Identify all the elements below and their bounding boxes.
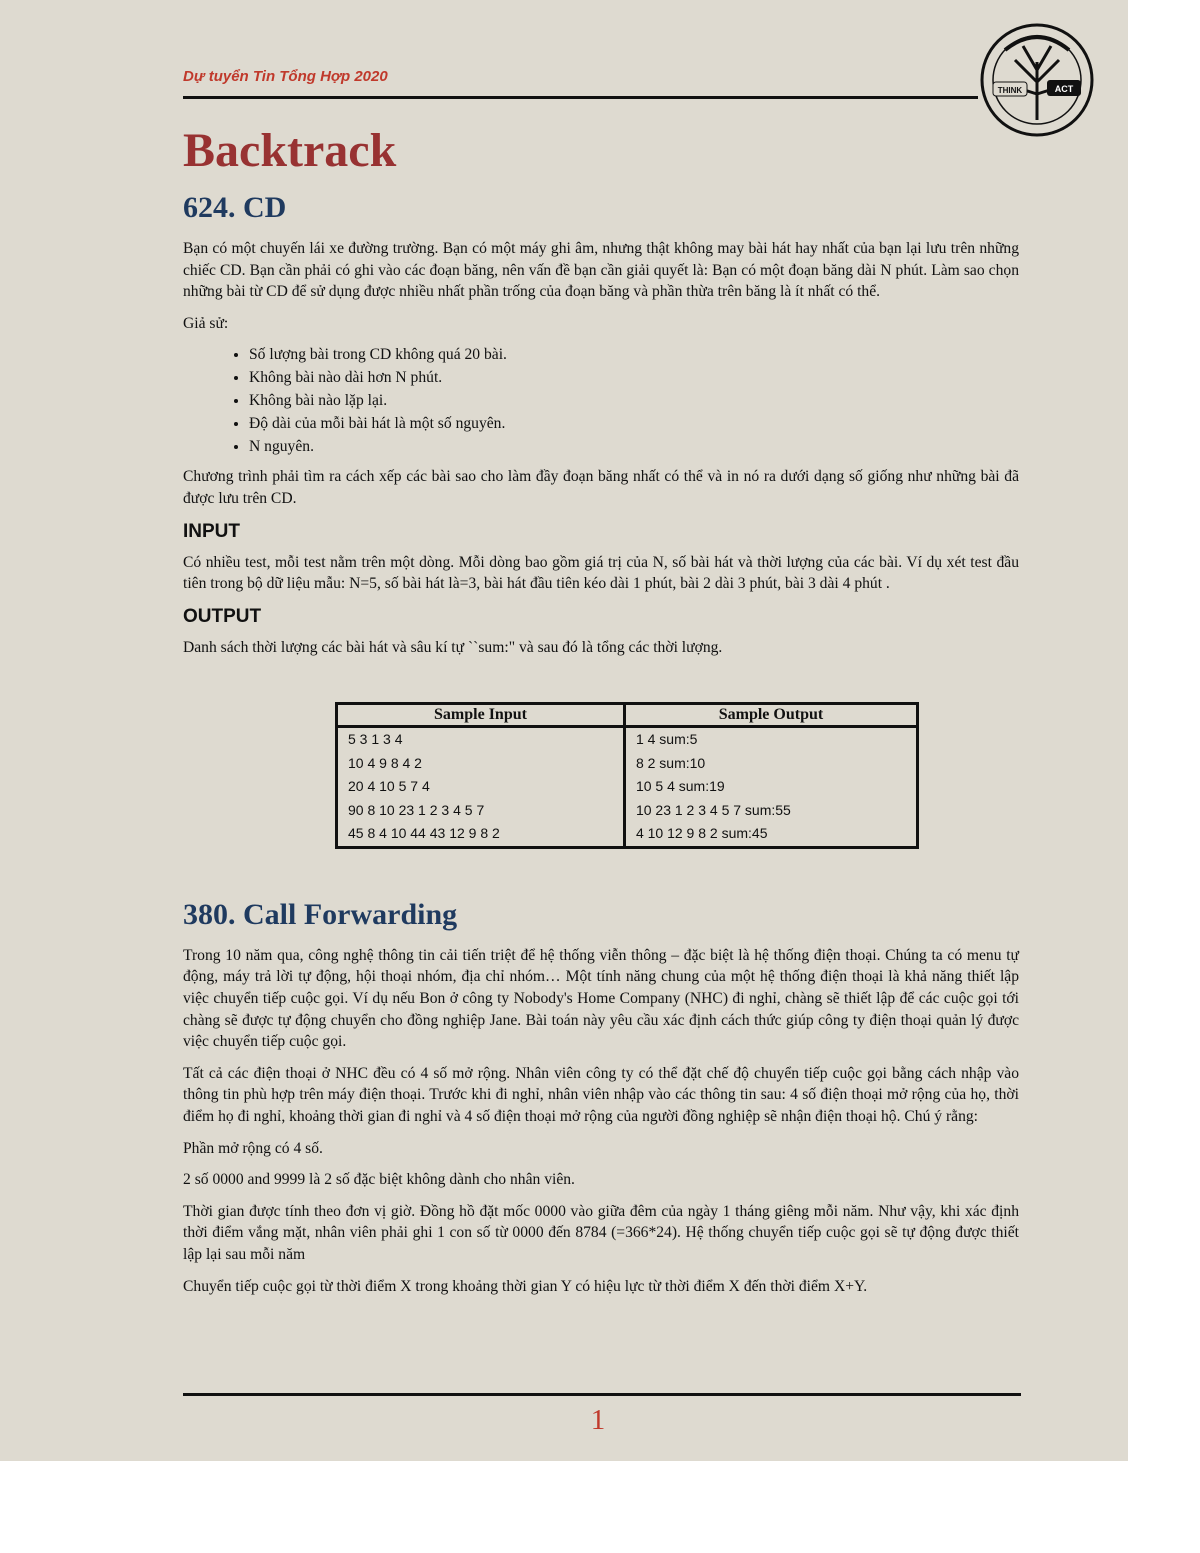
- table-row: [337, 775, 918, 799]
- running-header: Dự tuyển Tin Tổng Hợp 2020: [183, 68, 388, 85]
- document-title: Backtrack: [183, 124, 397, 177]
- table-row: [337, 822, 918, 847]
- list-item: • Không bài nào dài hơn N phút.: [249, 367, 1019, 390]
- sample-input-cell: 5 3 1 3 4: [337, 727, 625, 752]
- program-description: Chương trình phải tìm ra cách xếp các bài sao cho làm đầy đoạn băng nhất có thể và in nó ra dưới dạng số giống như những bài đã được lưu trên CD.: [183, 468, 1019, 507]
- problem-intro: Bạn có một chuyến lái xe đường trường. Bạn có một máy ghi âm, nhưng thật không may bài hát hay nhất của bạn lại lưu trên những chiếc CD. Bạn cần phải có ghi vào các đoạn băng, nên vấn đề bạn cần giải quyết là: Bạn có một đoạn băng dài N phút. Làm sao chọn những bài từ CD để sử dụng được nhiều nhất phần trống của đoạn băng và phần thừa trên băng là ít nhất có thể.: [183, 240, 1019, 301]
- table-header-output: Sample Output: [624, 704, 917, 727]
- table-header-input: Sample Input: [337, 704, 625, 727]
- paragraph: Thời gian được tính theo đơn vị giờ. Đồng hồ đặt mốc 0000 vào giữa đêm của ngày 1 tháng giêng mỗi năm. Như vậy, khi xác định thời điểm vắng mặt, nhân viên phải ghi 1 con số từ 0000 đến 8784 (=366*24). Hệ thống chuyển tiếp cuộc gọi sẽ tự động được thiết lập lại sau mỗi năm: [183, 1202, 1019, 1263]
- problem-heading-call-forwarding: 380. Call Forwarding: [183, 897, 458, 931]
- footer-divider: [183, 1393, 1021, 1396]
- sample-output-cell: 4 10 12 9 8 2 sum:45: [624, 822, 917, 847]
- assumption-list: [183, 344, 1019, 458]
- main-content: [183, 120, 1019, 1307]
- paragraph: Phần mở rộng có 4 số.: [183, 1139, 323, 1157]
- input-description: Có nhiều test, mỗi test nằm trên một dòng. Mỗi dòng bao gồm giá trị của N, số bài hát và thời lượng của các bài. Ví dụ xét test đầu tiên trong bộ dữ liệu mẫu: N=5, số bài hát là=3, bài hát đầu tiên kéo dài 1 phút, bài 2 dài 3 phút, bài 3 dài 4 phút .: [183, 553, 1019, 593]
- page-number: 1: [590, 1404, 606, 1436]
- sample-input-cell: 10 4 9 8 4 2: [337, 752, 625, 776]
- logo-left-text: THINK: [997, 86, 1023, 95]
- sample-table: [335, 702, 919, 849]
- paragraph: 2 số 0000 and 9999 là 2 số đặc biệt không dành cho nhân viên.: [183, 1171, 575, 1189]
- sample-input-cell: 90 8 10 23 1 2 3 4 5 7: [337, 799, 625, 823]
- output-heading: OUTPUT: [183, 605, 262, 627]
- sample-input-cell: 20 4 10 5 7 4: [337, 775, 625, 799]
- list-item: • Không bài nào lặp lại.: [249, 390, 1019, 413]
- logo-right-text: ACT: [1054, 84, 1074, 94]
- output-description: Danh sách thời lượng các bài hát và sâu kí tự ``sum:" và sau đó là tổng các thời lượng.: [183, 638, 723, 656]
- assumption-label: Giả sử:: [183, 314, 229, 332]
- paragraph: Tất cả các điện thoại ở NHC đều có 4 số mở rộng. Nhân viên công ty có thể đặt chế độ chuyển tiếp cuộc gọi bằng cách nhập vào thông tin phù hợp trên máy điện thoại. Trước khi đi nghỉ, nhân viên nhập vào các thông tin sau: 4 số điện thoại mở rộng của họ, thời điểm họ đi nghỉ, khoảng thời gian đi nghỉ và 4 số điện thoại mở rộng của người đồng nghiệp sẽ nhận điện thoại hộ. Chú ý rằng:: [183, 1064, 1019, 1125]
- sample-output-cell: 1 4 sum:5: [624, 727, 917, 752]
- sample-output-cell: 10 5 4 sum:19: [624, 775, 917, 799]
- input-heading: INPUT: [183, 520, 240, 542]
- sample-input-cell: 45 8 4 10 44 43 12 9 8 2: [337, 822, 625, 847]
- paragraph: Chuyển tiếp cuộc gọi từ thời điểm X trong khoảng thời gian Y có hiệu lực từ thời điểm X đến thời điểm X+Y.: [183, 1277, 868, 1295]
- table-row: [337, 727, 918, 752]
- table-row: [337, 752, 918, 776]
- list-item: • Số lượng bài trong CD không quá 20 bài.: [249, 344, 1019, 367]
- table-row: [337, 799, 918, 823]
- list-item: • Độ dài của mỗi bài hát là một số nguyên.: [249, 413, 1019, 436]
- list-item: • N nguyên.: [249, 436, 1019, 459]
- paragraph: Trong 10 năm qua, công nghệ thông tin cải tiến triệt để hệ thống viễn thông – đặc biệt là hệ thống điện thoại. Chúng ta có menu tự động, máy trả lời tự động, hội thoại nhóm, địa chỉ nhóm… Một tính năng chung của một hệ thống điện thoại là khả năng thiết lập việc chuyển tiếp cuộc gọi. Ví dụ nếu Bon ở công ty Nobody's Home Company (NHC) đi nghỉ, chàng sẽ thiết lập để các cuộc gọi tới chàng sẽ được tự động chuyển cho đồng nghiệp Jane. Bài toán này yêu cầu xác định cách thức giúp công ty điện thoại quản lý được việc chuyển tiếp cuộc gọi.: [183, 946, 1019, 1051]
- sample-output-cell: 10 23 1 2 3 4 5 7 sum:55: [624, 799, 917, 823]
- call-forwarding-section: [183, 895, 1019, 1297]
- sample-output-cell: 8 2 sum:10: [624, 752, 917, 776]
- header-divider: [183, 96, 978, 99]
- problem-heading-cd: 624. CD: [183, 191, 287, 224]
